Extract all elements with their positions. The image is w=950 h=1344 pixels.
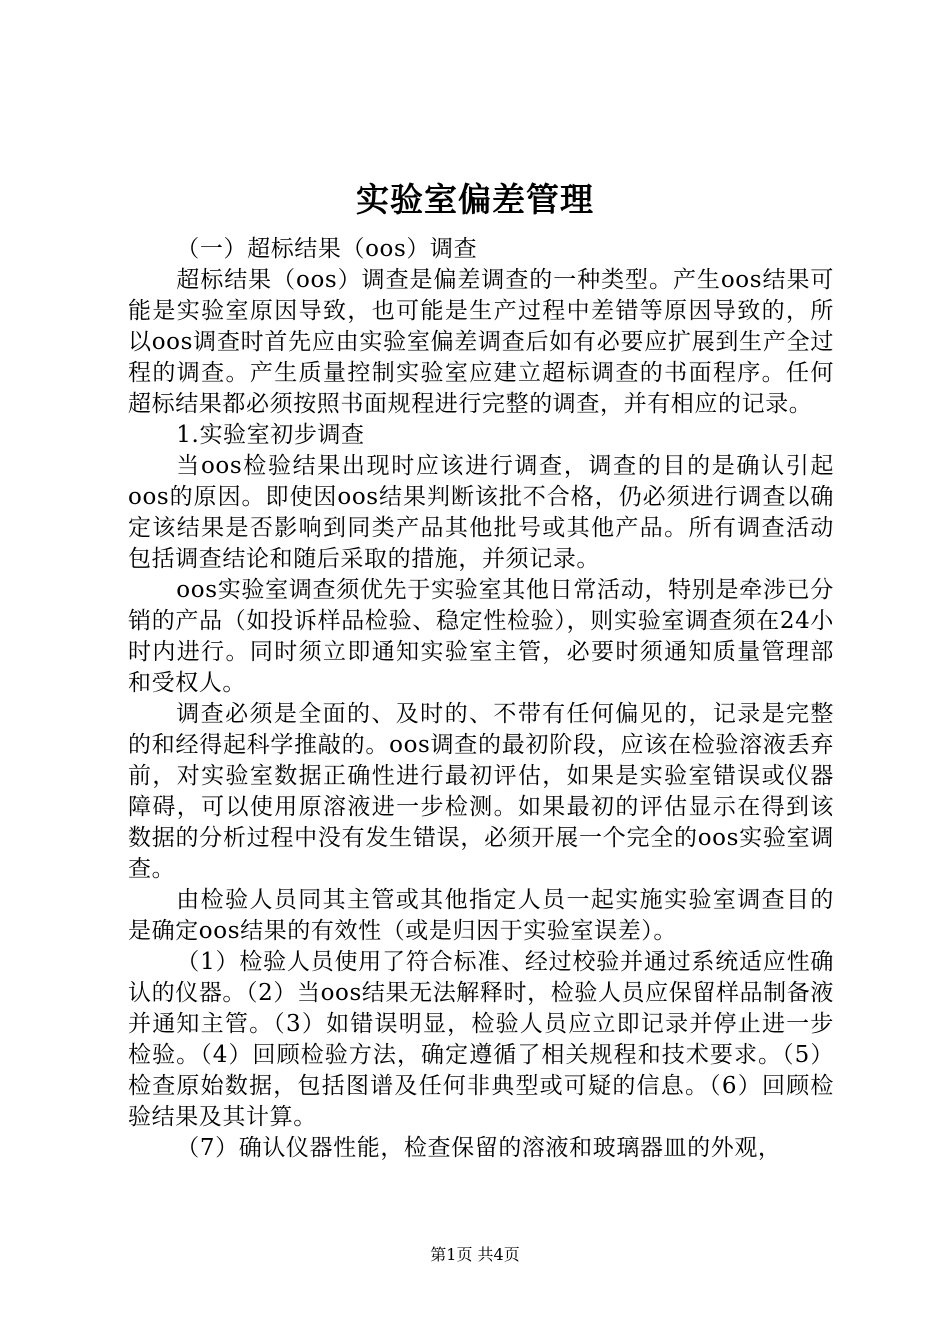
- subheading-initial-investigation: 1.实验室初步调查: [176, 422, 365, 448]
- paragraph-investigation-steps: （1）检验人员使用了符合标准、经过校验并通过系统适应性确认的仪器。（2）当oos结果无法解释时，检验人员应保留样品制备液并通知主管。（3）如错误明显，检验人员应立即记录并停止进一步检验。（4）回顾检验方法，确定遵循了相关规程和技术要求。（5）检查原始数据，包括图谱及任何非典型或可疑的信息。（6）回顾检验结果及其计算。: [128, 949, 834, 1130]
- paragraph-oos-intro: 超标结果（oos）调查是偏差调查的一种类型。产生oos结果可能是实验室原因导致，也可能是生产过程中差错等原因导致的，所以oos调查时首先应由实验室偏差调查后如有必要应扩展到生产全过程的调查。产生质量控制实验室应建立超标调查的书面程序。任何超标结果都必须按照书面规程进行完整的调查，并有相应的记录。: [128, 267, 834, 417]
- paragraph-investigation-step-7: （7）确认仪器性能，检查保留的溶液和玻璃器皿的外观，: [176, 1135, 782, 1161]
- document-title: 实验室偏差管理: [356, 180, 594, 219]
- page-footer: 第1页 共4页: [430, 1245, 520, 1264]
- paragraph-investigation-purpose: 当oos检验结果出现时应该进行调查，调查的目的是确认引起oos的原因。即使因oos结果判断该批不合格，仍必须进行调查以确定该结果是否影响到同类产品其他批号或其他产品。所有调查活动包括调查结论和随后采取的措施，并须记录。: [128, 453, 834, 572]
- paragraph-investigation-requirements: 调查必须是全面的、及时的、不带有任何偏见的，记录是完整的和经得起科学推敲的。oos调查的最初阶段，应该在检验溶液丢弃前，对实验室数据正确性进行最初评估，如果是实验室错误或仪器障碍，可以使用原溶液进一步检测。如果最初的评估显示在得到该数据的分析过程中没有发生错误，必须开展一个完全的oos实验室调查。: [128, 701, 834, 882]
- section-heading-oos: （一）超标结果（oos）调查: [176, 236, 478, 262]
- paragraph-investigation-priority: oos实验室调查须优先于实验室其他日常活动，特别是牵涉已分销的产品（如投诉样品检验、稳定性检验），则实验室调查须在24小时内进行。同时须立即通知实验室主管，必要时须通知质量管理部和受权人。: [128, 577, 834, 696]
- document-body: [128, 234, 834, 1164]
- paragraph-investigation-personnel: 由检验人员同其主管或其他指定人员一起实施实验室调查目的是确定oos结果的有效性（或是归因于实验室误差）。: [128, 887, 834, 944]
